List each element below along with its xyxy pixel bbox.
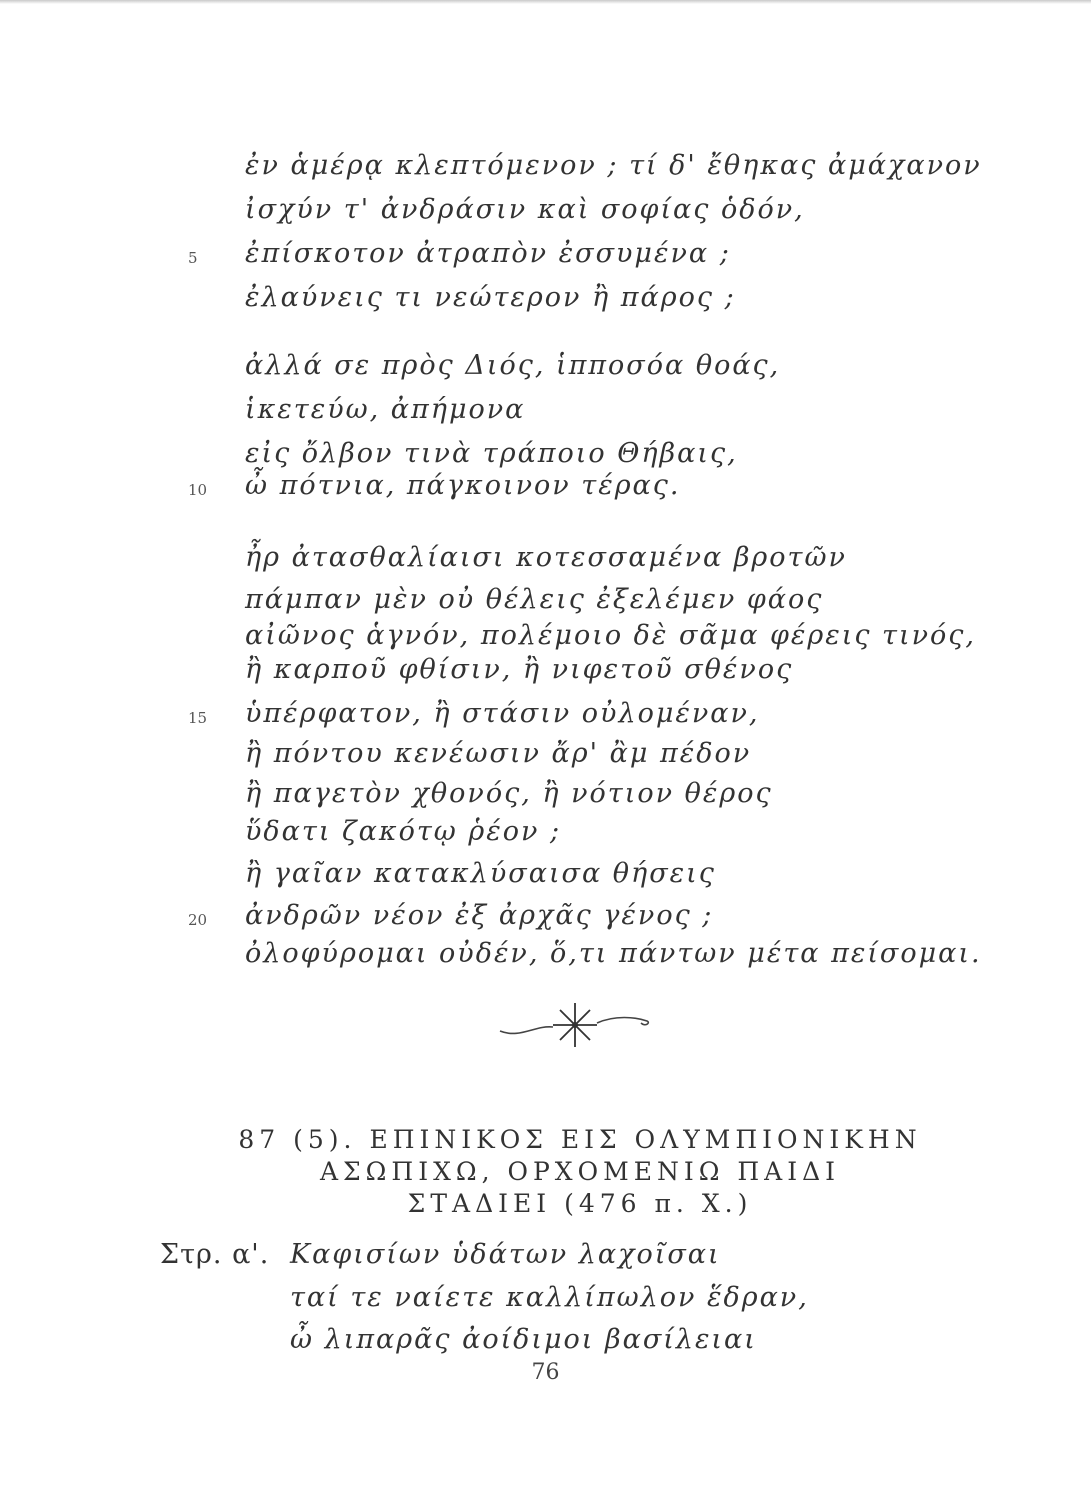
verse-line: ἢ γαῖαν κατακλύσαισα θήσεις — [245, 858, 716, 889]
verse-line: ὦ λιπαρᾶς ἀοίδιμοι βασίλειαι — [290, 1324, 757, 1355]
verse-line: ἦρ ἀτασθαλίαισι κοτεσσαμένα βροτῶν — [245, 542, 847, 573]
verse-line: ὦ πότνια, πάγκοινον τέρας. — [245, 470, 681, 501]
page-number: 76 — [531, 1360, 560, 1385]
verse-line: αἰῶνος ἁγνόν, πολέμοιο δὲ σᾶμα φέρεις τινός, — [245, 620, 976, 651]
verse-line: ὕδατι ζακότῳ ῥέον ; — [245, 816, 562, 847]
verse-line: ἐπίσκοτον ἀτραπὸν ἐσσυμένα ; — [245, 238, 731, 269]
verse-line: Καφισίων ὑδάτων λαχοῖσαι — [290, 1239, 721, 1270]
verse-line: ἢ πόντου κενέωσιν ἄρ' ἂμ πέδον — [245, 738, 752, 769]
verse-line: ἀλλά σε πρὸς Διός, ἱπποσόα θοάς, — [245, 350, 781, 381]
verse-line: ἱκετεύω, ἀπήμονα — [245, 394, 526, 425]
verse-line: εἰς ὄλβον τινὰ τράποιο Θήβαις, — [245, 438, 738, 469]
line-number: 20 — [188, 911, 208, 929]
line-number: 10 — [188, 481, 208, 499]
verse-line: ταί τε ναίετε καλλίπωλον ἕδραν, — [290, 1282, 809, 1313]
verse-line: ἀνδρῶν νέον ἐξ ἀρχᾶς γένος ; — [245, 900, 714, 931]
verse-line: ἢ καρποῦ φθίσιν, ἢ νιφετοῦ σθένος — [245, 654, 794, 685]
verse-line: ἰσχύν τ' ἀνδράσιν καὶ σοφίας ὁδόν, — [245, 194, 805, 225]
verse-line: ὑπέρφατον, ἢ στάσιν οὐλομέναν, — [245, 698, 760, 729]
poem-heading-line-2: ΑΣΩΠΙΧΩ, ΟΡΧΟΜΕΝΙΩ ΠΑΙΔΙ — [319, 1157, 841, 1186]
poem-heading-line-3: ΣΤΑΔΙΕΙ (476 π. Χ.) — [407, 1189, 753, 1218]
poem-heading-line-1: 87 (5). ΕΠΙΝΙΚΟΣ ΕΙΣ ΟΛΥΜΠΙΟΝΙΚΗΝ — [238, 1125, 922, 1154]
page-top-edge — [0, 0, 1091, 4]
verse-line: ἢ παγετὸν χθονός, ἢ νότιον θέρος — [245, 778, 773, 809]
line-number: 5 — [188, 249, 198, 267]
strophe-label: Στρ. α'. — [160, 1239, 270, 1270]
verse-line: ὀλοφύρομαι οὐδέν, ὅ,τι πάντων μέτα πείσομαι. — [245, 938, 982, 969]
verse-line: ἐλαύνεις τι νεώτερον ἢ πάρος ; — [245, 282, 736, 313]
line-number: 15 — [188, 709, 208, 727]
fleuron-ornament — [495, 995, 655, 1055]
verse-line: πάμπαν μὲν οὐ θέλεις ἐξελέμεν φάος — [245, 584, 824, 615]
verse-line: ἐν ἁμέρᾳ κλεπτόμενον ; τί δ' ἔθηκας ἀμάχανον — [245, 150, 982, 181]
